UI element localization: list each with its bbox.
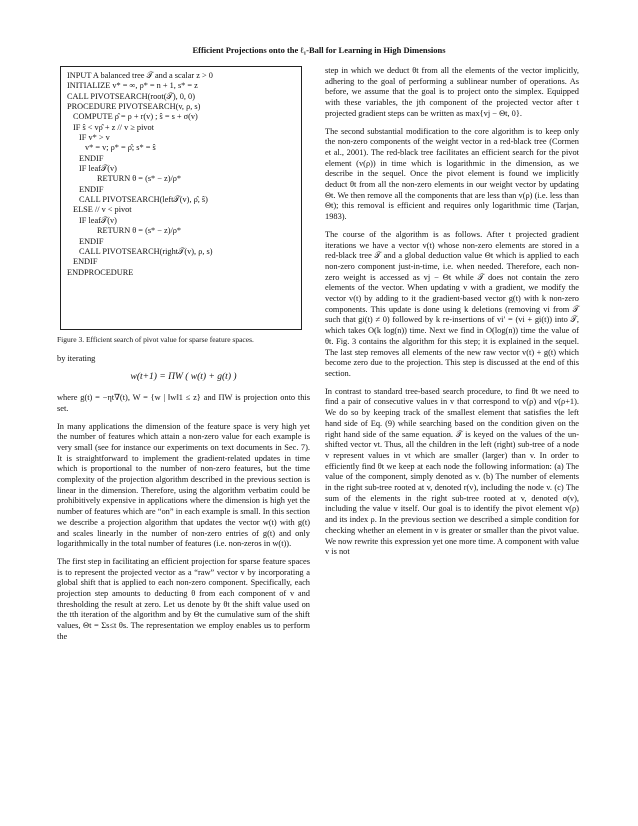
algo-line: CALL PIVOTSEARCH(root(𝒯), 0, 0) [67, 91, 195, 101]
paragraph: The second substantial modification to the core algorithm is to keep only the non-zero components of the weight vector in a red-black tree (Cormen et al., 2001). The red-black tree facilitates an efficient search for the pivot element (v(ρ)) in time which is logarithmic in the dimension, as we describe in the sequel. Once the pivot element is found we implicitly deduct θt from all the non-zero elements in our weight vector by updating Θt. We then remove all the components that are less than v(ρ) (i.e. less than Θt); this removal is efficient and requires only logarithmic time (Tarjan, 1983). [325, 126, 579, 222]
paragraph: step in which we deduct θt from all the elements of the vector implicitly, adhering to the goal of performing a sublinear number of operations. As before, we assume that the goal is to project onto the simplex. Equipped with these variables, the jth component of the projected vector after t projected gradient steps can be written as max{vj − Θt, 0}. [325, 66, 579, 118]
paragraph: In contrast to standard tree-based search procedure, to find θt we need to find a pair of consecutive values in v that correspond to v(ρ) and v(ρ+1). We do so by keeping track of the smallest element that satisfies the left hand side of Eq. (9) while searching based on the condition given on the right hand side of the same equation. 𝒯 is keyed on the values of the un-shifted vector vt. Thus, all the children in the left (right) sub-tree of a node v represent values in vt which are smaller (larger) than v. In order to efficiently find θt we keep at each node the following information: (a) The value of the component, simply denoted as v. (b) The number of elements in the right sub-tree rooted at v, denoted r(v), including the node v. (c) The sum of the elements in the right sub-tree rooted at v, denoted σ(v), including the value v itself. Our goal is to identify the pivot element v(ρ) and its index ρ. In the previous section we described a simple condition for checking whether an element in v is greater or smaller than the pivot value. We now rewrite this expression yet one more time. A component with value v is not [325, 386, 580, 557]
algo-line: ENDIF [79, 153, 104, 163]
figure-caption: Figure 3. Efficient search of pivot value for sparse feature spaces. [57, 335, 254, 344]
algo-line: COMPUTE ρ̂ = ρ + r(v) ; ŝ = s + σ(v) [73, 112, 198, 122]
algo-line: IF ŝ < vρ̂ + z // v ≥ pivot [73, 122, 154, 132]
paragraph: The first step in facilitating an efficient projection for sparse feature spaces is to represent the projected vector as a “raw” vector v by incorporating a global shift that is applied to each non-zero component. Specifically, each projection step amounts to deducting θ from each component of v and thresholding the result at zero. Let us denote by θt the shift value used on the tth iteration of the algorithm and by Θt the cumulative sum of the shift values, Θt = Σs≤t θs. The representation we employ enables us to perform the [57, 556, 310, 641]
left-column [57, 66, 310, 650]
paragraph: by iterating [57, 353, 96, 363]
algo-line: ENDIF [79, 236, 104, 246]
algo-line: RETURN θ = (s* − z)/ρ* [97, 174, 182, 184]
paragraph: The course of the algorithm is as follows. After t projected gradient iterations we have a vector v(t) whose non-zero elements are stored in a red-black tree 𝒯 and a global deduction value Θt which is applied to each non-zero component just-in-time, i.e. when needed. Therefore, each non-zero weight is accessed as vj − Θt while 𝒯 does not contain the zero elements of the vector. When updating v with a gradient, we modify the vector v(t) by adding to it the gradient-based vector g(t) with k non-zero components. This update is done using k deletions (removing vi from 𝒯 such that gi(t) ≠ 0) followed by k re-insertions of vi′ = (vi + gi(t)) into 𝒯, which takes O(k log(n)) time. Next we find in O(log(n)) time the value of θt. Fig. 3 contains the algorithm for this step; it is explained in the sequel. The last step removes all elements of the new raw vector v(t) + g(t) which become zero due to the projection. This step is discussed at the end of this section. [325, 229, 579, 378]
algo-line: ENDPROCEDURE [67, 267, 134, 277]
algo-line: PROCEDURE PIVOTSEARCH(v, ρ, s) [67, 102, 201, 112]
paragraph: where g(t) = −ηt∇(t), W = {w | ‖w‖1 ≤ z} and ΠW is projection onto this set. [57, 393, 310, 413]
algorithm-box [60, 66, 302, 330]
algo-line: IF leaf𝒯(v) [79, 215, 117, 225]
right-column [325, 66, 579, 565]
algo-line: ENDIF [79, 184, 104, 194]
algo-line: IF v* > v [79, 133, 110, 143]
algo-line: CALL PIVOTSEARCH(right𝒯(v), ρ, s) [79, 246, 213, 256]
paragraph: In many applications the dimension of the feature space is very high yet the number of features which attain a non-zero value for each example is very small (see for instance our experiments on text documents in Sec. 7). It is straightforward to implement the gradient-related updates in time which is proportional to the number of non-zero features, but the time complexity of the projection algorithm described in the previous section is linear in the dimension. Therefore, using the algorithm verbatim could be prohibitively expensive in applications where the dimension is high yet the number of features which are “on” in each example is small. In this section we describe a projection algorithm that updates the vector w(t) with g(t) and scales linearly in the number of non-zero entries of g(t) and only logarithmically in the total number of features (i.e. non-zeros in w(t)). [57, 421, 310, 549]
algo-line: ELSE // v < pivot [73, 205, 132, 215]
algo-line: INITIALIZE v* = ∞, ρ* = n + 1, s* = z [67, 81, 198, 91]
algo-line: v* = v; ρ* = ρ̂; s* = ŝ [85, 143, 156, 153]
running-header: Efficient Projections onto the ℓ₁-Ball for Learning in High Dimensions [192, 45, 446, 55]
algo-line: ENDIF [73, 257, 98, 267]
algo-line: CALL PIVOTSEARCH(left𝒯(v), ρ̂, ŝ) [79, 195, 208, 205]
algo-line: RETURN θ = (s* − z)/ρ* [97, 226, 182, 236]
algo-line: IF leaf𝒯(v) [79, 164, 117, 174]
algo-line: INPUT A balanced tree 𝒯 and a scalar z > 0 [67, 71, 213, 80]
equation: w(t+1) = ΠW ( w(t) + g(t) ) [130, 372, 237, 383]
